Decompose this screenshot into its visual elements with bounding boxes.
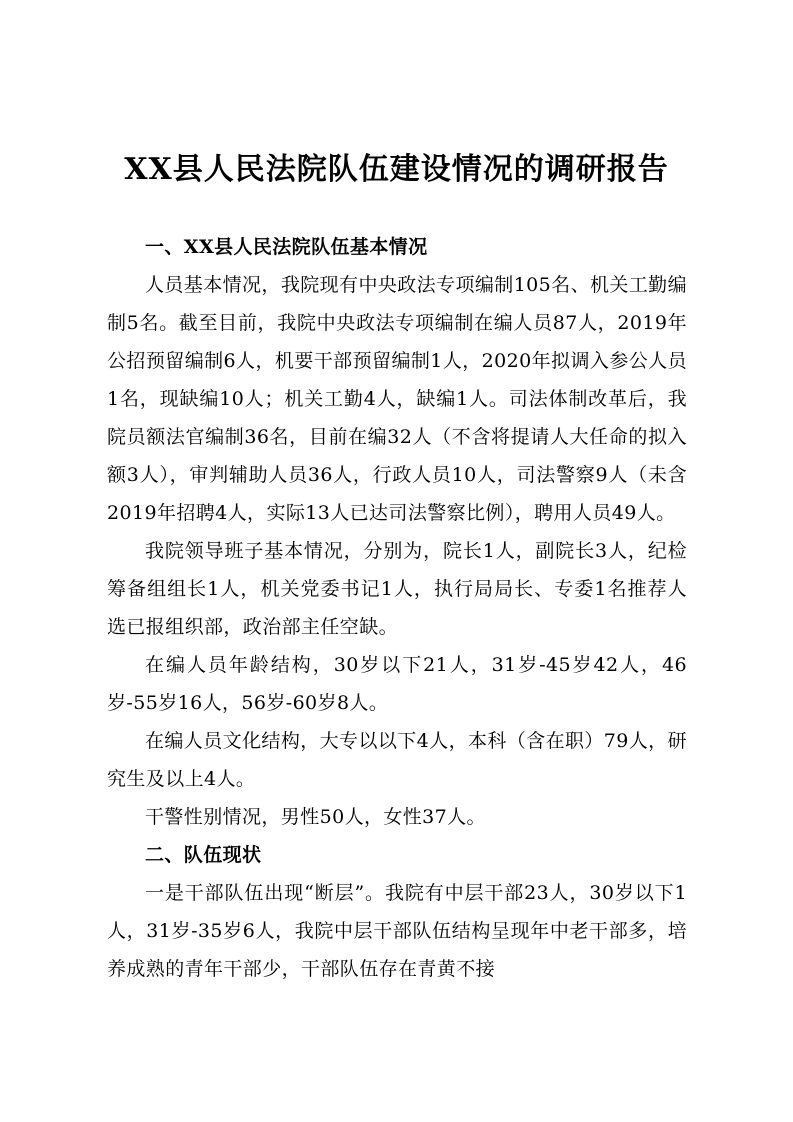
paragraph-age-structure: 在编人员年龄结构，30岁以下21人，31岁-45岁42人，46岁-55岁16人，56岁-60岁8人。 xyxy=(107,654,687,714)
paragraph-cadre-gap: 一是干部队伍出现“断层”。我院有中层干部23人，30岁以下1人，31岁-35岁6人，我院中层干部队伍结构呈现年中老干部多，培养成熟的青年干部少，干部队伍存在青黄不接 xyxy=(107,882,687,980)
paragraph-education-structure: 在编人员文化结构，大专以以下4人，本科（含在职）79人，研究生及以上4人。 xyxy=(107,730,687,790)
document-title: XX县人民法院队伍建设情况的调研报告 xyxy=(124,152,669,187)
paragraph-staffing: 人员基本情况，我院现有中央政法专项编制105名、机关工勤编制5名。截至目前，我院中央政法专项编制在编人员87人，2019年公招预留编制6人，机要干部预留编制1人，2020年拟调入参公人员1名，现缺编10人；机关工勤4人，缺编1人。司法体制改革后，我院员额法官编制36名，目前在编32人（不含将提请人大任命的拟入额3人），审判辅助人员36人，行政人员10人，司法警察9人（未含2019年招聘4人，实际13人已达司法警察比例），聘用人员49人。 xyxy=(107,274,687,524)
section-heading-team-status: 二、队伍现状 xyxy=(145,844,262,866)
section-heading-basic-info: 一、XX县人民法院队伍基本情况 xyxy=(145,236,428,258)
paragraph-leadership: 我院领导班子基本情况，分别为，院长1人，副院长3人，纪检筹备组组长1人，机关党委书记1人，执行局局长、专委1名推荐人选已报组织部，政治部主任空缺。 xyxy=(107,540,687,638)
document-body xyxy=(107,228,687,988)
paragraph-gender: 干警性别情况，男性50人，女性37人。 xyxy=(145,806,486,828)
